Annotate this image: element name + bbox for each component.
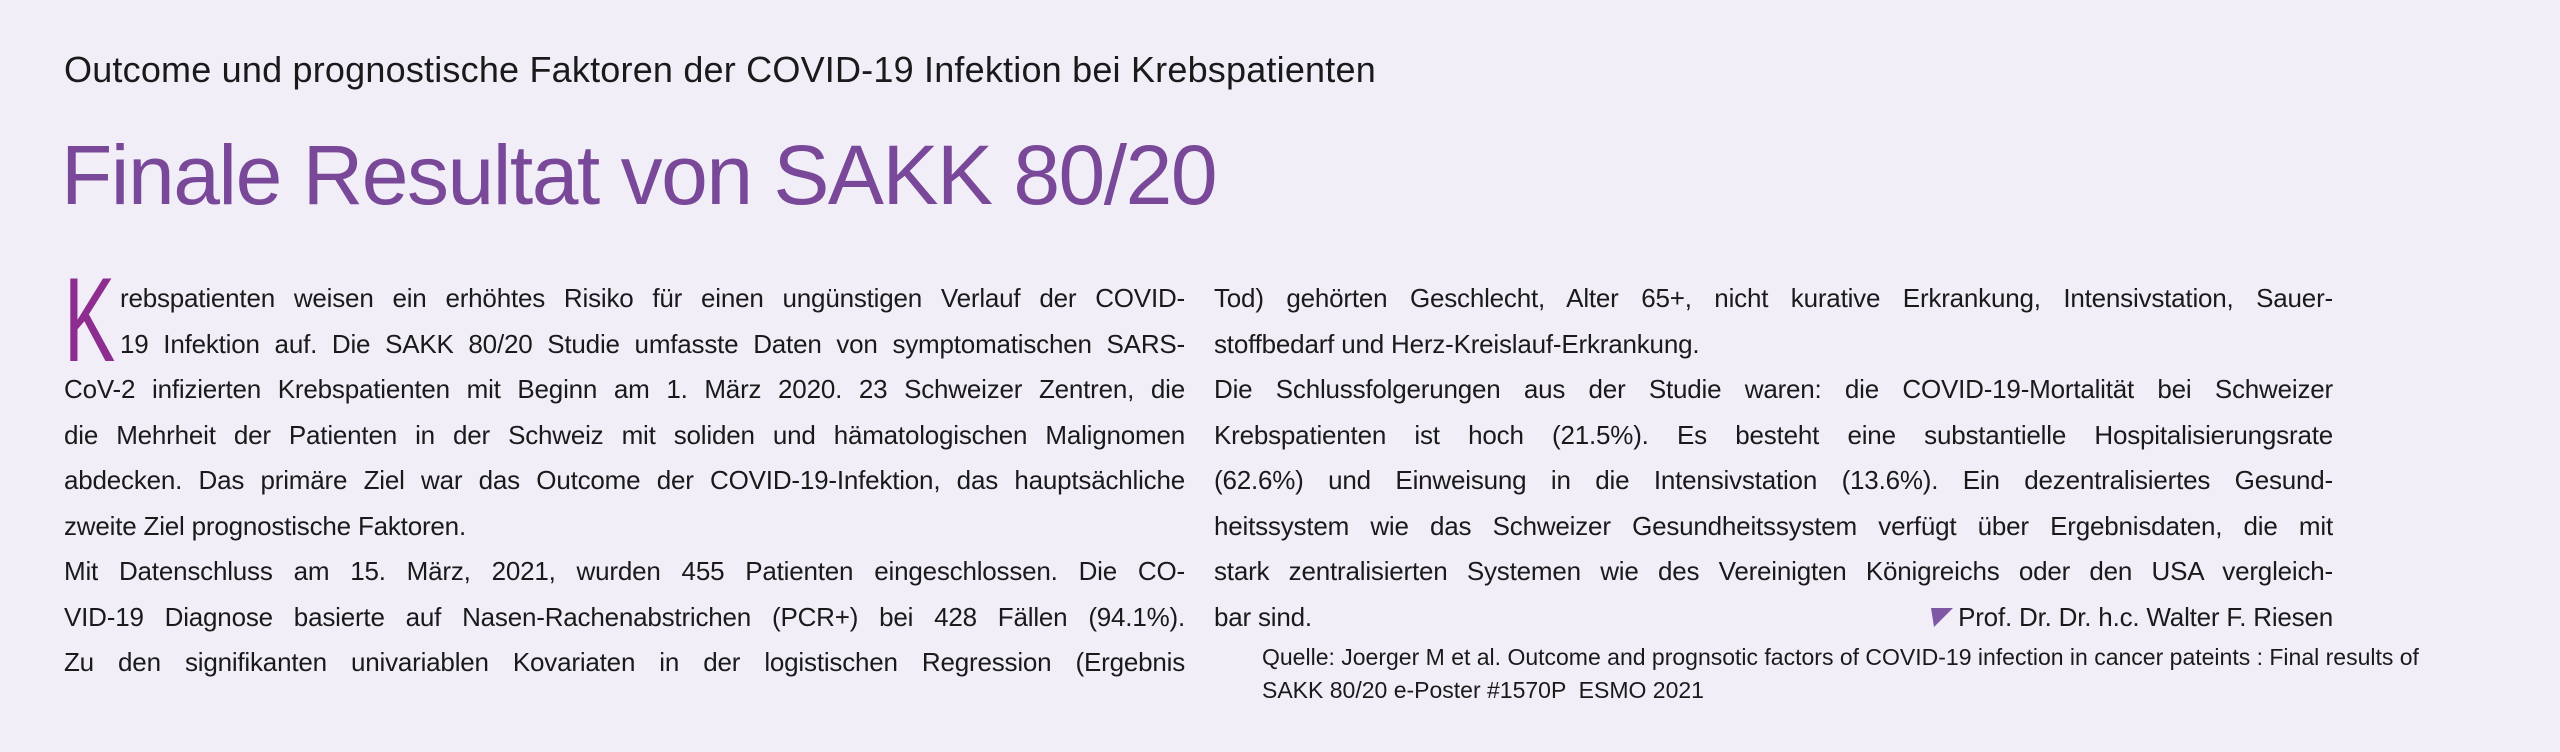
text-line: stoffbedarf und Herz-Kreislauf-Erkrankung. <box>1214 328 1700 359</box>
byline <box>1931 595 2333 641</box>
text-line: Krebspatienten ist hoch (21.5%). Es besteht eine substantielle Hospitalisierungsrate <box>1214 419 2333 450</box>
text-line: 19 Infektion auf. Die SAKK 80/20 Studie umfasste Daten von symptomatischen SARS- <box>120 328 1185 359</box>
text-line: die Mehrheit der Patienten in der Schweiz mit soliden und hämatologischen Malignomen <box>64 419 1185 450</box>
text-line: stark zentralisierten Systemen wie des Vereinigten Königreichs oder den USA vergleich- <box>1214 556 2333 586</box>
source-note <box>1262 641 2419 707</box>
drop-cap: K <box>64 253 116 387</box>
text-line: abdecken. Das primäre Ziel war das Outcome der COVID-19-Infektion, das hauptsächliche <box>64 465 1185 495</box>
text-line: (62.6%) und Einweisung in die Intensivstation (13.6%). Ein dezentralisiertes Gesund- <box>1214 465 2333 495</box>
text-line: CoV-2 infizierten Krebspatienten mit Beginn am 1. März 2020. 23 Schweizer Zentren, die <box>64 374 1185 404</box>
text-line: Zu den signifikanten univariablen Kovariaten in der logistischen Regression (Ergebnis <box>64 647 1185 677</box>
text-line: rebspatienten weisen ein erhöhtes Risiko für einen ungünstigen Verlauf der COVID- <box>120 283 1185 313</box>
text-line: VID-19 Diagnose basierte auf Nasen-Rachenabstrichen (PCR+) bei 428 Fällen (94.1%). <box>64 601 1185 632</box>
text-line <box>1214 595 2333 641</box>
text-line: heitssystem wie das Schweizer Gesundheitssystem verfügt über Ergebnisdaten, die mit <box>1214 510 2333 541</box>
text-line: Die Schlussfolgerungen aus der Studie waren: die COVID-19-Mortalität bei Schweizer <box>1214 374 2333 404</box>
text-line: Mit Datenschluss am 15. März, 2021, wurden 455 Patienten eingeschlossen. Die CO- <box>64 556 1185 586</box>
byline-name: Prof. Dr. Dr. h.c. Walter F. Riesen <box>1958 601 2333 632</box>
text-line: zweite Ziel prognostische Faktoren. <box>64 510 466 541</box>
article-column-right <box>1214 276 2333 640</box>
triangle-down-left-icon <box>1931 608 1953 627</box>
text-line-text: bar sind. <box>1214 601 1312 632</box>
source-line: SAKK 80/20 e-Poster #1570P ESMO 2021 <box>1262 677 1704 703</box>
text-line: Tod) gehörten Geschlecht, Alter 65+, nicht kurative Erkrankung, Intensivstation, Sauer- <box>1214 283 2333 313</box>
source-line: Quelle: Joerger M et al. Outcome and prognsotic factors of COVID-19 infection in cancer pateints : Final results of <box>1262 644 2419 670</box>
page-title: Finale Resultat von SAKK 80/20 <box>61 128 1217 222</box>
kicker: Outcome und prognostische Faktoren der COVID-19 Infektion bei Krebspatienten <box>64 49 1376 90</box>
article-column-left <box>64 253 1185 686</box>
